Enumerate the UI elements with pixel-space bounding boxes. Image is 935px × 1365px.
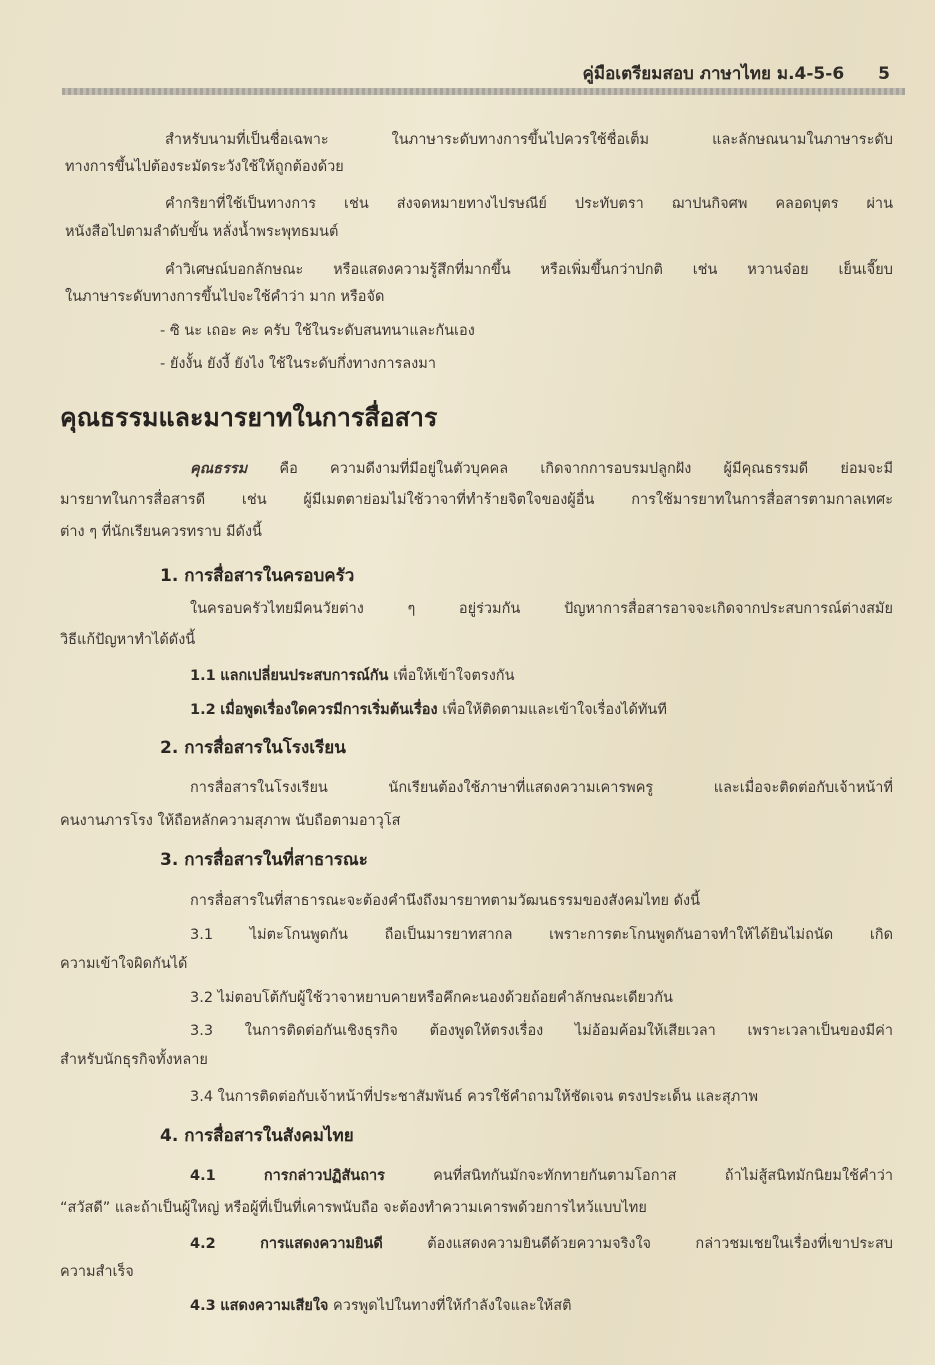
page-number: 5 bbox=[878, 64, 890, 84]
running-header bbox=[583, 60, 890, 87]
item-number: 4.3 bbox=[190, 1298, 216, 1314]
paragraph-line: คำกริยาที่ใช้เป็นทางการ เช่น ส่งจดหมายทางไปรษณีย์ ประทับตรา ฌาปนกิจศพ คลอดบุตร ผ่าน bbox=[165, 196, 893, 212]
paragraph-line: สำหรับนามที่เป็นชื่อเฉพาะ ในภาษาระดับทางการขึ้นไปควรใช้ชื่อเต็ม และลักษณนามในภาษาระดับ bbox=[165, 132, 893, 148]
list-item bbox=[190, 988, 673, 1008]
item-text: ในการติดต่อกับเจ้าหน้าที่ประชาสัมพันธ์ ควรใช้คำถามให้ชัดเจน ตรงประเด็น และสุภาพ bbox=[217, 1089, 759, 1105]
subsection-heading: 4. การสื่อสารในสังคมไทย bbox=[160, 1126, 354, 1146]
item-number: 1.2 bbox=[190, 702, 216, 718]
item-text: ไม่ตะโกนพูดกัน ถือเป็นมารยาทสากล เพราะการตะโกนพูดกันอาจทำให้ได้ยินไม่ถนัด เกิด bbox=[249, 927, 893, 943]
section-title: คุณธรรมและมารยาทในการสื่อสาร bbox=[60, 403, 438, 432]
list-item bbox=[190, 666, 515, 686]
list-item bbox=[190, 925, 893, 945]
item-number: 3.2 bbox=[190, 990, 214, 1006]
item-number: 3.3 bbox=[190, 1023, 214, 1039]
paragraph-line: ต่าง ๆ ที่นักเรียนควรทราบ มีดังนี้ bbox=[60, 524, 262, 540]
paragraph-line: หนังสือไปตามลำดับขั้น หลั่งน้ำพระพุทธมนต์ bbox=[65, 224, 339, 240]
paragraph-line: “สวัสดี” และถ้าเป็นผู้ใหญ่ หรือผู้ที่เป็นที่เคารพนับถือ จะต้องทำความเคารพด้วยการไหว้แบบไทย bbox=[60, 1200, 647, 1216]
paragraph-line bbox=[190, 459, 893, 479]
item-text: ไม่ตอบโต้กับผู้ใช้วาจาหยาบคายหรือคึกคะนองด้วยถ้อยคำลักษณะเดียวกัน bbox=[217, 990, 673, 1006]
paragraph-line: ในภาษาระดับทางการขึ้นไปจะใช้คำว่า มาก หรือจัด bbox=[65, 289, 385, 305]
list-item bbox=[190, 1234, 893, 1254]
term: คุณธรรม bbox=[190, 461, 248, 477]
list-item bbox=[190, 1166, 893, 1186]
item-title: เมื่อพูดเรื่องใดควรมีการเริ่มต้นเรื่อง bbox=[220, 702, 438, 718]
paragraph-line: คำวิเศษณ์บอกลักษณะ หรือแสดงความรู้สึกที่มากขึ้น หรือเพิ่มขึ้นกว่าปกติ เช่น หวานจ๋อย เย็นเจี๊ยบ bbox=[165, 262, 893, 278]
header-rule bbox=[62, 88, 905, 95]
paragraph-line: วิธีแก้ปัญหาทำได้ดังนี้ bbox=[60, 632, 196, 648]
item-number: 4.2 bbox=[190, 1236, 216, 1252]
paragraph-line: มารยาทในการสื่อสารดี เช่น ผู้มีเมตตาย่อมไม่ใช้วาจาที่ทำร้ายจิตใจของผู้อื่น การใช้มารยาทในการสื่อสารตามกาลเทศะ bbox=[60, 492, 893, 508]
bullet-item: - ยังงั้น ยังงี้ ยังไง ใช้ในระดับกึ่งทางการลงมา bbox=[160, 356, 436, 372]
item-title: แสดงความเสียใจ bbox=[220, 1298, 329, 1314]
subsection-heading: 1. การสื่อสารในครอบครัว bbox=[160, 566, 355, 586]
bullet-item: - ซิ นะ เถอะ คะ ครับ ใช้ในระดับสนทนาและกันเอง bbox=[160, 323, 475, 339]
item-number: 1.1 bbox=[190, 668, 216, 684]
item-title: การกล่าวปฏิสันถาร bbox=[263, 1168, 385, 1184]
item-number: 3.4 bbox=[190, 1089, 214, 1105]
item-number: 3.1 bbox=[190, 927, 214, 943]
paragraph-line: ในครอบครัวไทยมีคนวัยต่าง ๆ อยู่ร่วมกัน ปัญหาการสื่อสารอาจจะเกิดจากประสบการณ์ต่างสมัย bbox=[190, 601, 893, 617]
list-item bbox=[190, 1087, 758, 1107]
paragraph-line: คนงานภารโรง ให้ถือหลักความสุภาพ นับถือตามอาวุโส bbox=[60, 813, 401, 829]
paragraph-line: ทางการขึ้นไปต้องระมัดระวังใช้ให้ถูกต้องด้วย bbox=[65, 159, 344, 175]
list-item bbox=[190, 700, 667, 720]
item-text: ควรพูดไปในทางที่ให้กำลังใจและให้สติ bbox=[333, 1298, 572, 1314]
subsection-heading: 2. การสื่อสารในโรงเรียน bbox=[160, 738, 346, 758]
list-item bbox=[190, 1296, 572, 1316]
list-item bbox=[190, 1021, 893, 1041]
item-text: เพื่อให้ติดตามและเข้าใจเรื่องได้ทันที bbox=[442, 702, 667, 718]
item-number: 4.1 bbox=[190, 1168, 216, 1184]
item-text: เพื่อให้เข้าใจตรงกัน bbox=[393, 668, 515, 684]
paragraph-line: การสื่อสารในที่สาธารณะจะต้องคำนึงถึงมารยาทตามวัฒนธรรมของสังคมไทย ดังนี้ bbox=[190, 893, 700, 909]
paragraph-line: ความสำเร็จ bbox=[60, 1264, 134, 1280]
item-text: ต้องแสดงความยินดีด้วยความจริงใจ กล่าวชมเชยในเรื่องที่เขาประสบ bbox=[427, 1236, 894, 1252]
item-title: การแสดงความยินดี bbox=[260, 1236, 383, 1252]
text: คือ ความดีงามที่มีอยู่ในตัวบุคคล เกิดจากการอบรมปลูกฝัง ผู้มีคุณธรรมดี ย่อมจะมี bbox=[279, 461, 894, 477]
paragraph-line: ความเข้าใจผิดกันได้ bbox=[60, 956, 188, 972]
item-text: ในการติดต่อกันเชิงธุรกิจ ต้องพูดให้ตรงเรื่อง ไม่อ้อมค้อมให้เสียเวลา เพราะเวลาเป็นของมีค่า bbox=[244, 1023, 894, 1039]
item-title: แลกเปลี่ยนประสบการณ์กัน bbox=[220, 668, 389, 684]
paragraph-line: สำหรับนักธุรกิจทั้งหลาย bbox=[60, 1052, 208, 1068]
paragraph-line: การสื่อสารในโรงเรียน นักเรียนต้องใช้ภาษาที่แสดงความเคารพครู และเมื่อจะติดต่อกับเจ้าหน้าที่ bbox=[190, 780, 893, 796]
subsection-heading: 3. การสื่อสารในที่สาธารณะ bbox=[160, 850, 368, 870]
item-text: คนที่สนิทกันมักจะทักทายกันตามโอกาส ถ้าไม่สู้สนิทมักนิยมใช้คำว่า bbox=[433, 1168, 893, 1184]
book-title: คู่มือเตรียมสอบ ภาษาไทย ม.4-5-6 bbox=[582, 64, 845, 84]
